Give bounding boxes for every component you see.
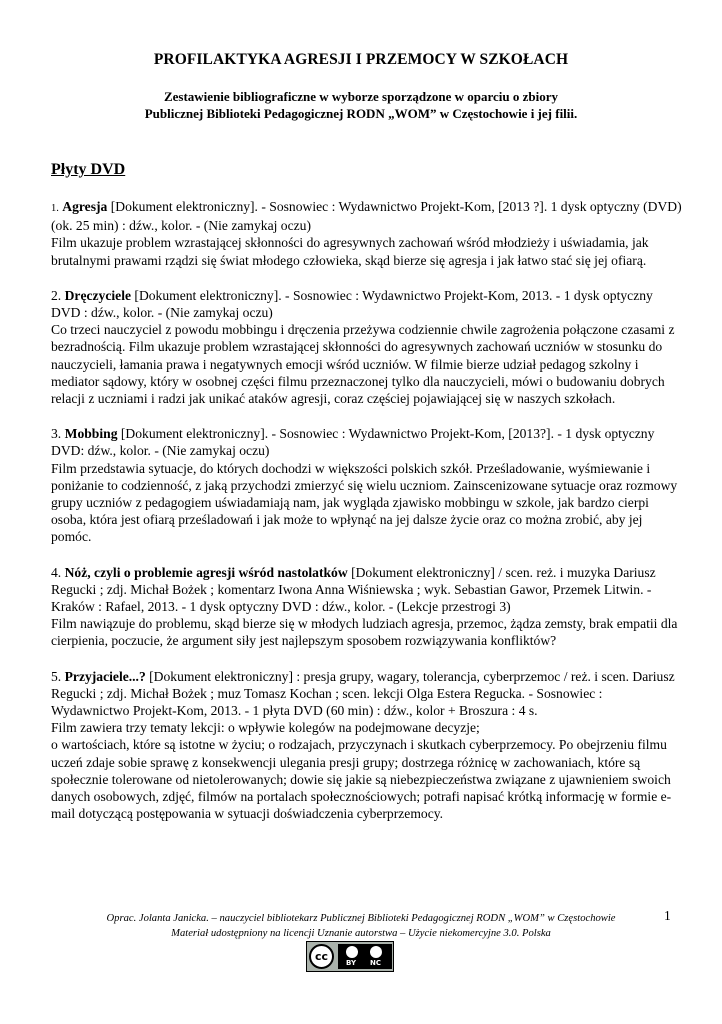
section-heading: Płyty DVD [51,161,126,178]
bibliography-list [51,198,683,841]
entry-title: Agresja [62,199,108,214]
footer [0,911,722,941]
page-title: PROFILAKTYKA AGRESJI I PRZEMOCY W SZKOŁACH [153,51,569,68]
attribution-icon [346,946,358,958]
entry-title: Przyjaciele...? [64,668,146,684]
bibliography-entry [51,287,683,407]
entry-title: Nóż, czyli o problemie agresji wśród nastolatków [64,564,348,580]
entry-description: Film ukazuje problem wzrastającej skłonności do agresywnych zachowań wśród młodzieży i uświadamia, jak brutalnymi prawami rządzi się świat młodego człowieka, skąd bierze się agresja i jak łatwo stać się jej ofiarą. [51,235,649,268]
entry-description: Film przedstawia sytuacje, do których dochodzi w większości polskich szkół. Prześladowanie, wyśmiewanie i poniżanie to codzienność, z jaką przychodzi zmierzyć się wielu uczniom. Zainscenizowane sytuacje oraz rozmowy grupy uczniów z pedagogiem uświadamiają nam, jak wygląda zjawisko mobbingu w szkole, jak bardzo cierpi osoba, która jest ofiarą prześladowań i jak może to wpłynąć na jej dalsze życie oraz co można zrobić, aby jej pomóc. [51,460,678,545]
entry-record: [Dokument elektroniczny]. - Sosnowiec : Wydawnictwo Projekt-Kom, [2013?]. - 1 dysk optyczny DVD: dźw., kolor. - (Nie zamykaj oczu) [51,426,655,459]
entry-description: Film nawiązuje do problemu, skąd bierze się w młodych ludziach agresja, przemoc, żądza zemsty, brak empatii dla cierpienia, poczucie, że argument siły jest najlepszym sposobem rozwiązywania konfliktów? [51,616,678,649]
bibliography-entry [51,425,683,545]
creative-commons-icon: cc [309,944,334,969]
nc-label: NC [370,959,381,967]
footer-license: Materiał udostępniony na licencji Uznanie autorstwa – Użycie niekomercyjne 3.0. Polska [171,928,551,939]
subtitle [0,88,722,122]
bibliography-entry [51,668,683,823]
entry-description: Co trzeci nauczyciel z powodu mobbingu i dręczenia przeżywa codziennie chwile zagrożenia połączone czasami z bezradnością. Film ukazuje problem wzrastającej skłonności do agresywnych zachowań uczniów w stosunku do nauczycieli, łamania prawa i negatywnych emocji wśród uczniów. W filmie bierze udział pedagog szkolny i mediator sądowy, który w osobnej części filmu przeznaczonej tylko dla nauczycieli, mówi o budowaniu dobrych relacji z uczniami i radzi jak unikać ataków agresji, coraz częściej pojawiającej się w naszych szkołach. [51,322,675,407]
entry-title: Dręczyciele [64,287,132,303]
entry-number: 5. [51,668,62,684]
by-label: BY [346,959,357,967]
bibliography-entry [51,564,683,650]
entry-number: 3. [51,426,62,442]
entry-description: Film zawiera trzy tematy lekcji: o wpływie kolegów na podejmowane decyzje; [51,720,480,736]
entry-record: [Dokument elektroniczny]. - Sosnowiec : Wydawnictwo Projekt-Kom, 2013. - 1 dysk optyczny DVD : dźw., kolor. - (Nie zamykaj oczu) [51,287,653,321]
entry-record: [Dokument elektroniczny]. - Sosnowiec : Wydawnictwo Projekt-Kom, [2013 ?]. 1 dysk optyczny (DVD) (ok. 25 min) : dźw., kolor. - (Nie zamykaj oczu) [51,199,682,234]
subtitle-line-1: Zestawienie bibliograficzne w wyborze sporządzone w oparciu o zbiory [163,89,559,104]
cc-license-badge[interactable] [306,941,394,972]
entry-number: 1. [51,203,59,214]
page-number: 1 [664,908,671,923]
bibliography-entry [51,198,683,269]
entry-number: 4. [51,564,62,580]
entry-record: [Dokument elektroniczny] / scen. reż. i muzyka Dariusz Regucki ; zdj. Michał Bożek ; komentarz Iwona Anna Wiśniewska ; wyk. Sebastian Gawor, Przemek Litwin. - Kraków : Rafael, 2013. - 1 dysk optyczny DVD : dźw., kolor. - (Lekcje przestrogi 3) [51,564,656,615]
subtitle-line-2: Publicznej Biblioteki Pedagogicznej RODN „WOM” w Częstochowie i jej filii. [144,106,578,121]
entry-record: [Dokument elektroniczny] : presja grupy, wagary, tolerancja, cyberprzemoc / reż. i scen. Dariusz Regucki ; zdj. Michał Bożek ; muz Tomasz Kochan ; scen. lekcji Olga Estera Regucka. - Sosnowiec : Wydawnictwo Projekt-Kom, 2013. - 1 płyta DVD (60 min) : dźw., kolor + Broszura : 4 s. [51,668,675,719]
entry-title: Mobbing [64,426,118,442]
footer-author: Oprac. Jolanta Janicka. – nauczyciel bibliotekarz Publicznej Biblioteki Pedagogicznej RODN „WOM” w Częstochowie [106,913,616,924]
entry-number: 2. [51,287,62,303]
entry-description-continued: o wartościach, które są istotne w życiu; o rodzajach, przyczynach i skutkach cyberprzemocy. Po obejrzeniu filmu uczeń zdaje sobie sprawę z konsekwencji ulegania presji grupy; dostrzega różnicę w zachowaniach, które są społecznie tolerowane od nietolerowanych; dowie się jakie są niebezpieczeństwa związane z ujawnieniem swoich danych osobowych, zdjęć, filmów na portalach społecznościowych; potrafi napisać krótką informację w formie e-mail dotyczącą postępowania w sytuacji doświadczenia cyberprzemocy. [51,737,672,822]
noncommercial-icon [370,946,382,958]
